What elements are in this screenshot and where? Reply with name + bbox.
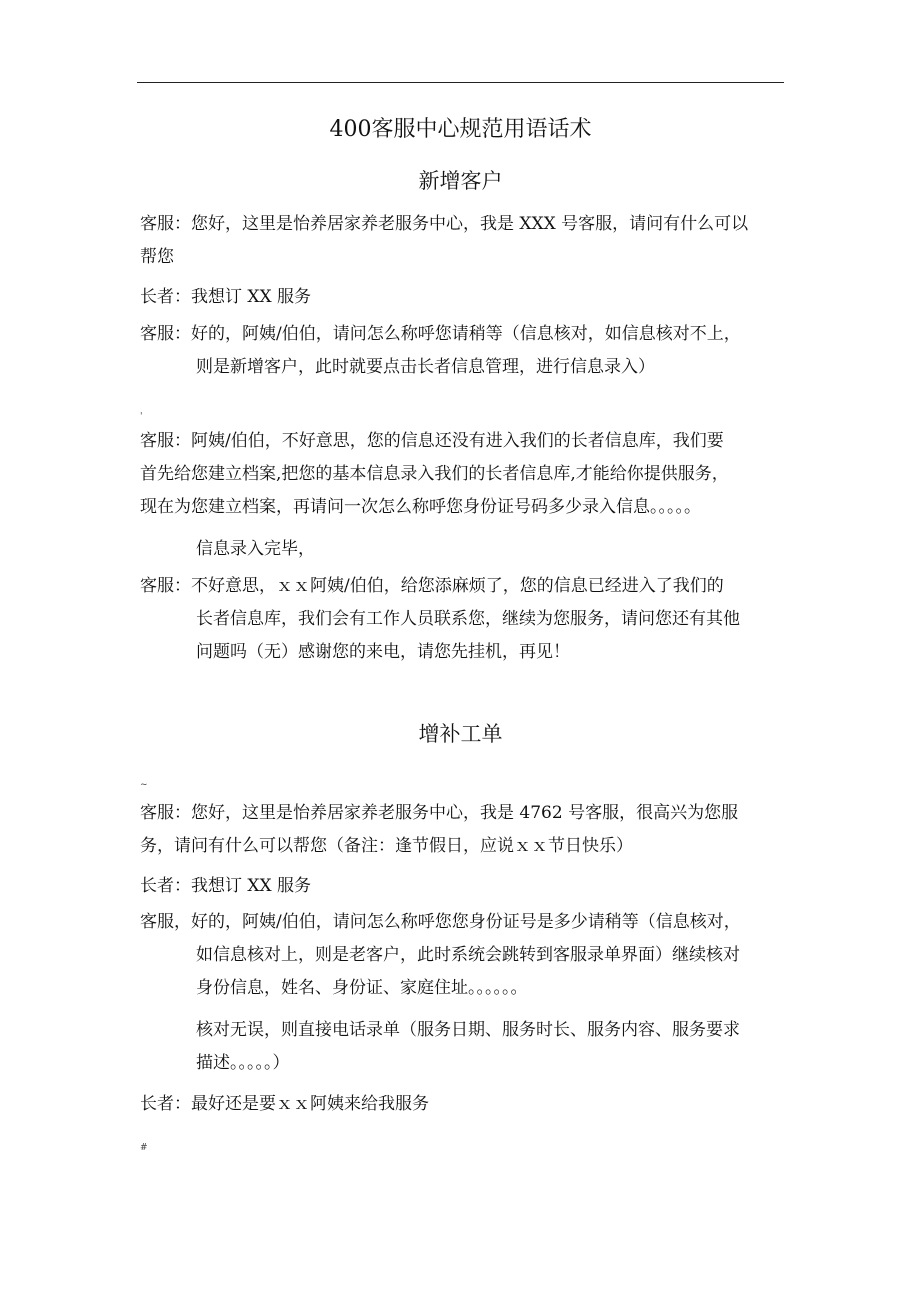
paragraph	[140, 870, 784, 903]
text-line: 核对无误，则直接电话录单（服务日期、服务时长、服务内容、服务要求	[196, 1020, 740, 1040]
text-line: 长者：我想订 XX 服务	[140, 876, 312, 896]
text-line: 描述。。。。。）	[196, 1053, 290, 1073]
paragraph	[140, 570, 784, 669]
text-line: 长者信息库，我们会有工作人员联系您，继续为您服务，请问您还有其他	[196, 609, 740, 629]
paragraph	[140, 281, 784, 314]
document-title: 400客服中心规范用语话术	[329, 117, 592, 142]
text-line: 信息录入完毕，	[196, 539, 315, 559]
paragraph	[140, 318, 784, 384]
text-line: 客服，好的，阿姨/伯伯，请问怎么称呼您您身份证号是多少请稍等（信息核对，	[140, 912, 741, 932]
text-line: 客服：不好意思，ｘｘ阿姨/伯伯，给您添麻烦了，您的信息已经进入了我们的	[140, 576, 724, 596]
stray-mark: ~	[140, 780, 148, 790]
paragraph	[140, 533, 784, 566]
paragraph	[140, 208, 784, 274]
text-line: 现在为您建立档案，再请问一次怎么称呼您身份证号码多少录入信息。。。。。	[140, 497, 701, 517]
paragraph	[140, 906, 784, 1005]
text-line: 长者：最好还是要ｘｘ阿姨来给我服务	[140, 1094, 429, 1114]
header-rule	[137, 82, 784, 83]
text-line: 长者：我想订 XX 服务	[140, 287, 312, 307]
text-line: 帮您	[140, 247, 174, 267]
stray-mark: '	[140, 412, 143, 422]
text-line: 如信息核对上，则是老客户，此时系统会跳转到客服录单界面）继续核对	[196, 945, 740, 965]
paragraph	[140, 1088, 784, 1121]
paragraph	[140, 1014, 784, 1080]
section-heading-new-customer: 新增客户	[418, 169, 503, 193]
section-heading-supplement-order: 增补工单	[418, 722, 503, 746]
text-line: 身份信息，姓名、身份证、家庭住址。。。。。。	[196, 978, 528, 998]
stray-mark: #	[140, 1143, 148, 1153]
text-line: 务，请问有什么可以帮您（备注：逢节假日，应说ｘｘ节日快乐）	[140, 836, 633, 856]
text-line: 客服：您好，这里是怡养居家养老服务中心，我是 XXX 号客服，请问有什么可以	[140, 214, 749, 234]
paragraph	[140, 425, 784, 524]
paragraph	[140, 797, 784, 863]
text-line: 客服：阿姨/伯伯，不好意思，您的信息还没有进入我们的长者信息库，我们要	[140, 431, 724, 451]
text-line: 则是新增客户，此时就要点击长者信息管理，进行信息录入）	[196, 357, 655, 377]
text-line: 客服：您好，这里是怡养居家养老服务中心，我是 4762 号客服，很高兴为您服	[140, 803, 739, 823]
text-line: 问题吗（无）感谢您的来电，请您先挂机，再见！	[196, 642, 570, 662]
text-line: 客服：好的，阿姨/伯伯，请问怎么称呼您请稍等（信息核对，如信息核对不上，	[140, 324, 741, 344]
text-line: 首先给您建立档案,把您的基本信息录入我们的长者信息库,才能给你提供服务，	[140, 464, 729, 484]
